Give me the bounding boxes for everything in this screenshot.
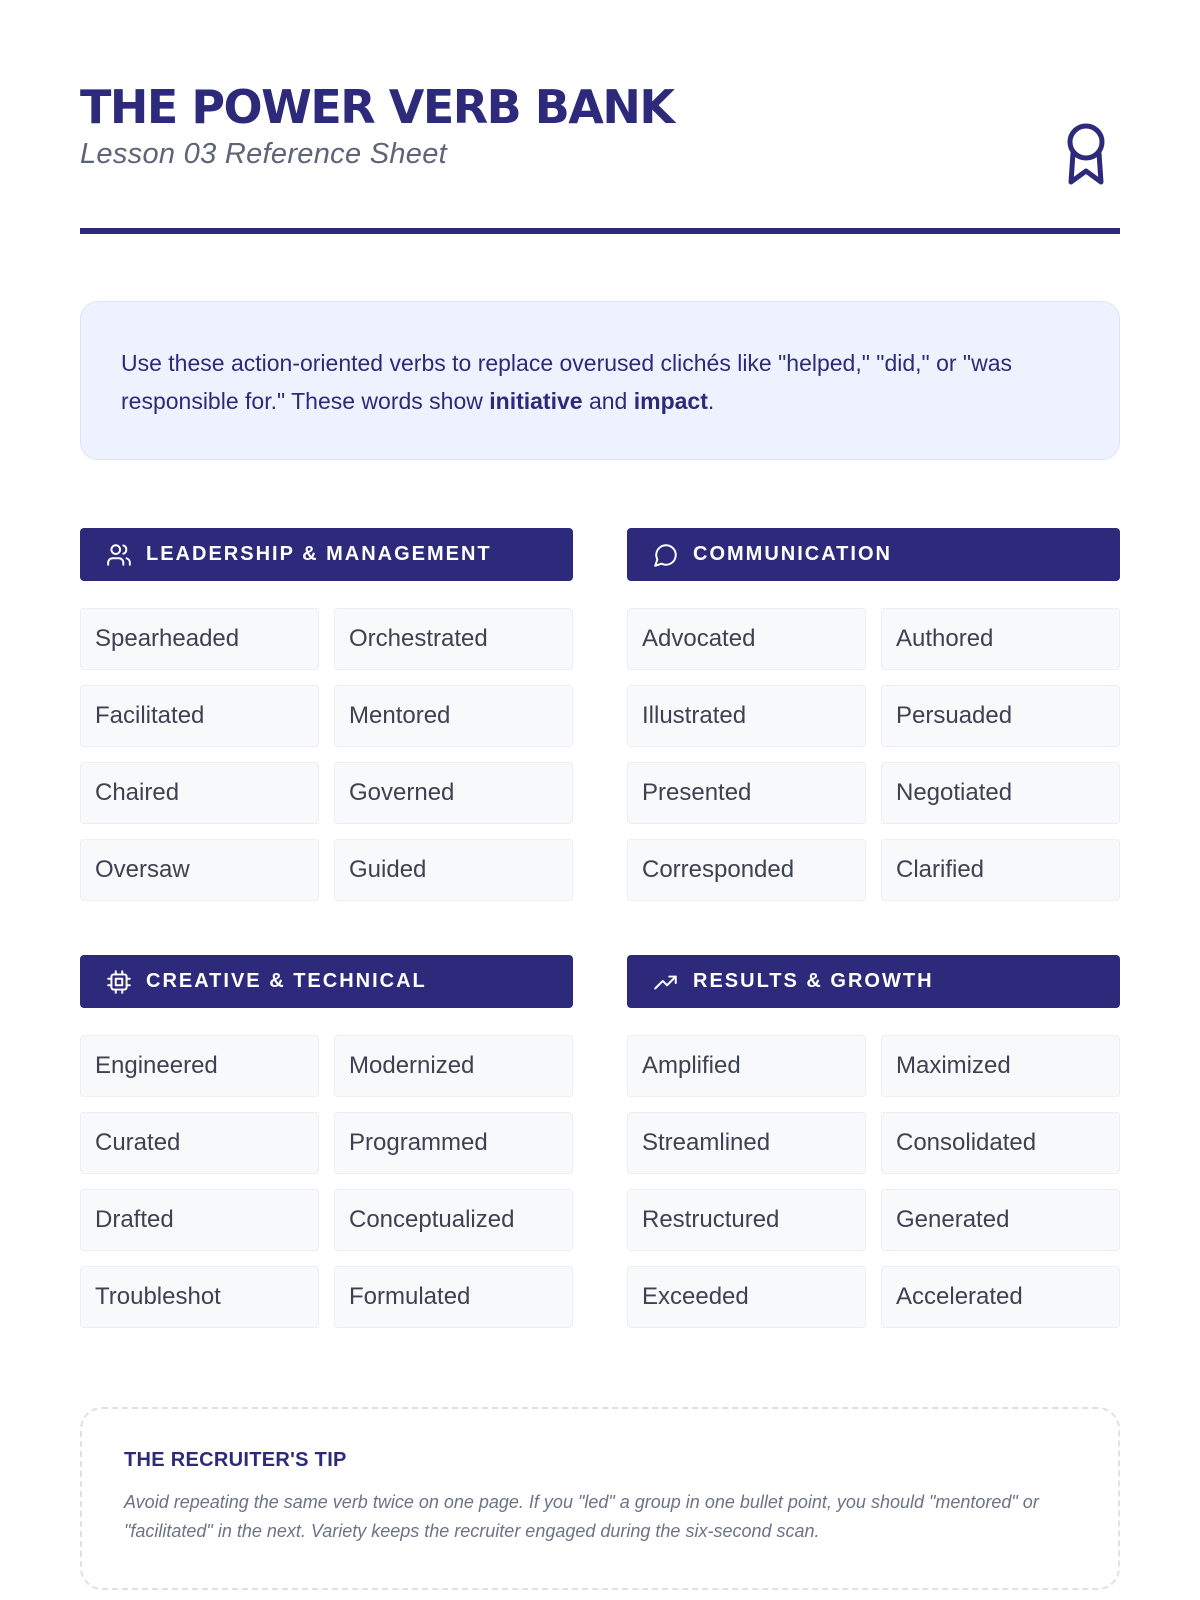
category-header bbox=[627, 528, 1120, 581]
verb-chip: Presented bbox=[627, 762, 866, 824]
verb-chip: Maximized bbox=[881, 1035, 1120, 1097]
verb-chip: Conceptualized bbox=[334, 1189, 573, 1251]
verb-chip: Modernized bbox=[334, 1035, 573, 1097]
page-header bbox=[80, 80, 1120, 236]
trending-up-icon bbox=[653, 969, 679, 995]
verb-chip: Authored bbox=[881, 608, 1120, 670]
verb-chip: Negotiated bbox=[881, 762, 1120, 824]
category-header bbox=[80, 528, 573, 581]
verb-chip: Clarified bbox=[881, 839, 1120, 901]
category-creative-technical bbox=[80, 955, 573, 1328]
verb-chip: Corresponded bbox=[627, 839, 866, 901]
verb-chip: Chaired bbox=[80, 762, 319, 824]
header-divider bbox=[80, 228, 1120, 234]
verb-chip: Generated bbox=[881, 1189, 1120, 1251]
category-title: CREATIVE & TECHNICAL bbox=[146, 970, 427, 992]
verb-chip: Consolidated bbox=[881, 1112, 1120, 1174]
tip-title: THE RECRUITER'S TIP bbox=[124, 1449, 347, 1471]
page-subtitle: Lesson 03 Reference Sheet bbox=[80, 138, 448, 170]
intro-text-part2: and bbox=[582, 388, 634, 414]
page-title: THE POWER VERB BANK bbox=[80, 80, 674, 134]
category-header bbox=[80, 955, 573, 1008]
verb-chip: Accelerated bbox=[881, 1266, 1120, 1328]
cpu-chip-icon bbox=[106, 969, 132, 995]
verb-chip: Engineered bbox=[80, 1035, 319, 1097]
verb-chip: Guided bbox=[334, 839, 573, 901]
verb-chip: Formulated bbox=[334, 1266, 573, 1328]
verb-chip: Mentored bbox=[334, 685, 573, 747]
verb-chip: Oversaw bbox=[80, 839, 319, 901]
verb-chip: Governed bbox=[334, 762, 573, 824]
verb-chip: Persuaded bbox=[881, 685, 1120, 747]
verb-chip: Drafted bbox=[80, 1189, 319, 1251]
users-icon bbox=[106, 542, 132, 568]
verb-chip: Amplified bbox=[627, 1035, 866, 1097]
verb-chip: Troubleshot bbox=[80, 1266, 319, 1328]
verb-chip: Facilitated bbox=[80, 685, 319, 747]
recruiter-tip-box bbox=[80, 1407, 1120, 1590]
speech-bubble-icon bbox=[653, 542, 679, 568]
category-leadership bbox=[80, 528, 573, 901]
verb-chip: Exceeded bbox=[627, 1266, 866, 1328]
intro-callout bbox=[80, 301, 1120, 460]
intro-text-part1: Use these action-oriented verbs to replace overused clichés like "helped," "did," or "was responsible for." These words show bbox=[121, 350, 1013, 414]
verb-chip: Spearheaded bbox=[80, 608, 319, 670]
verb-chip: Restructured bbox=[627, 1189, 866, 1251]
verb-chip: Illustrated bbox=[627, 685, 866, 747]
verb-chip: Streamlined bbox=[627, 1112, 866, 1174]
category-results-growth bbox=[627, 955, 1120, 1328]
reference-sheet bbox=[80, 0, 1120, 1600]
category-header bbox=[627, 955, 1120, 1008]
verb-chip: Orchestrated bbox=[334, 608, 573, 670]
intro-text-part3: . bbox=[707, 388, 715, 414]
category-title: COMMUNICATION bbox=[693, 543, 892, 565]
verb-chip: Advocated bbox=[627, 608, 866, 670]
award-ribbon-icon bbox=[1062, 122, 1110, 188]
intro-strong-impact: impact bbox=[633, 388, 708, 414]
verb-chip: Programmed bbox=[334, 1112, 573, 1174]
verb-chip: Curated bbox=[80, 1112, 319, 1174]
intro-strong-initiative: initiative bbox=[489, 388, 583, 414]
tip-body: Avoid repeating the same verb twice on one page. If you "led" a group in one bullet point, you should "mentored" or "facilitated" in the next. Variety keeps the recruiter engaged during the six-second scan. bbox=[124, 1492, 1039, 1541]
category-title: LEADERSHIP & MANAGEMENT bbox=[146, 543, 492, 565]
category-title: RESULTS & GROWTH bbox=[693, 970, 934, 992]
category-communication bbox=[627, 528, 1120, 901]
